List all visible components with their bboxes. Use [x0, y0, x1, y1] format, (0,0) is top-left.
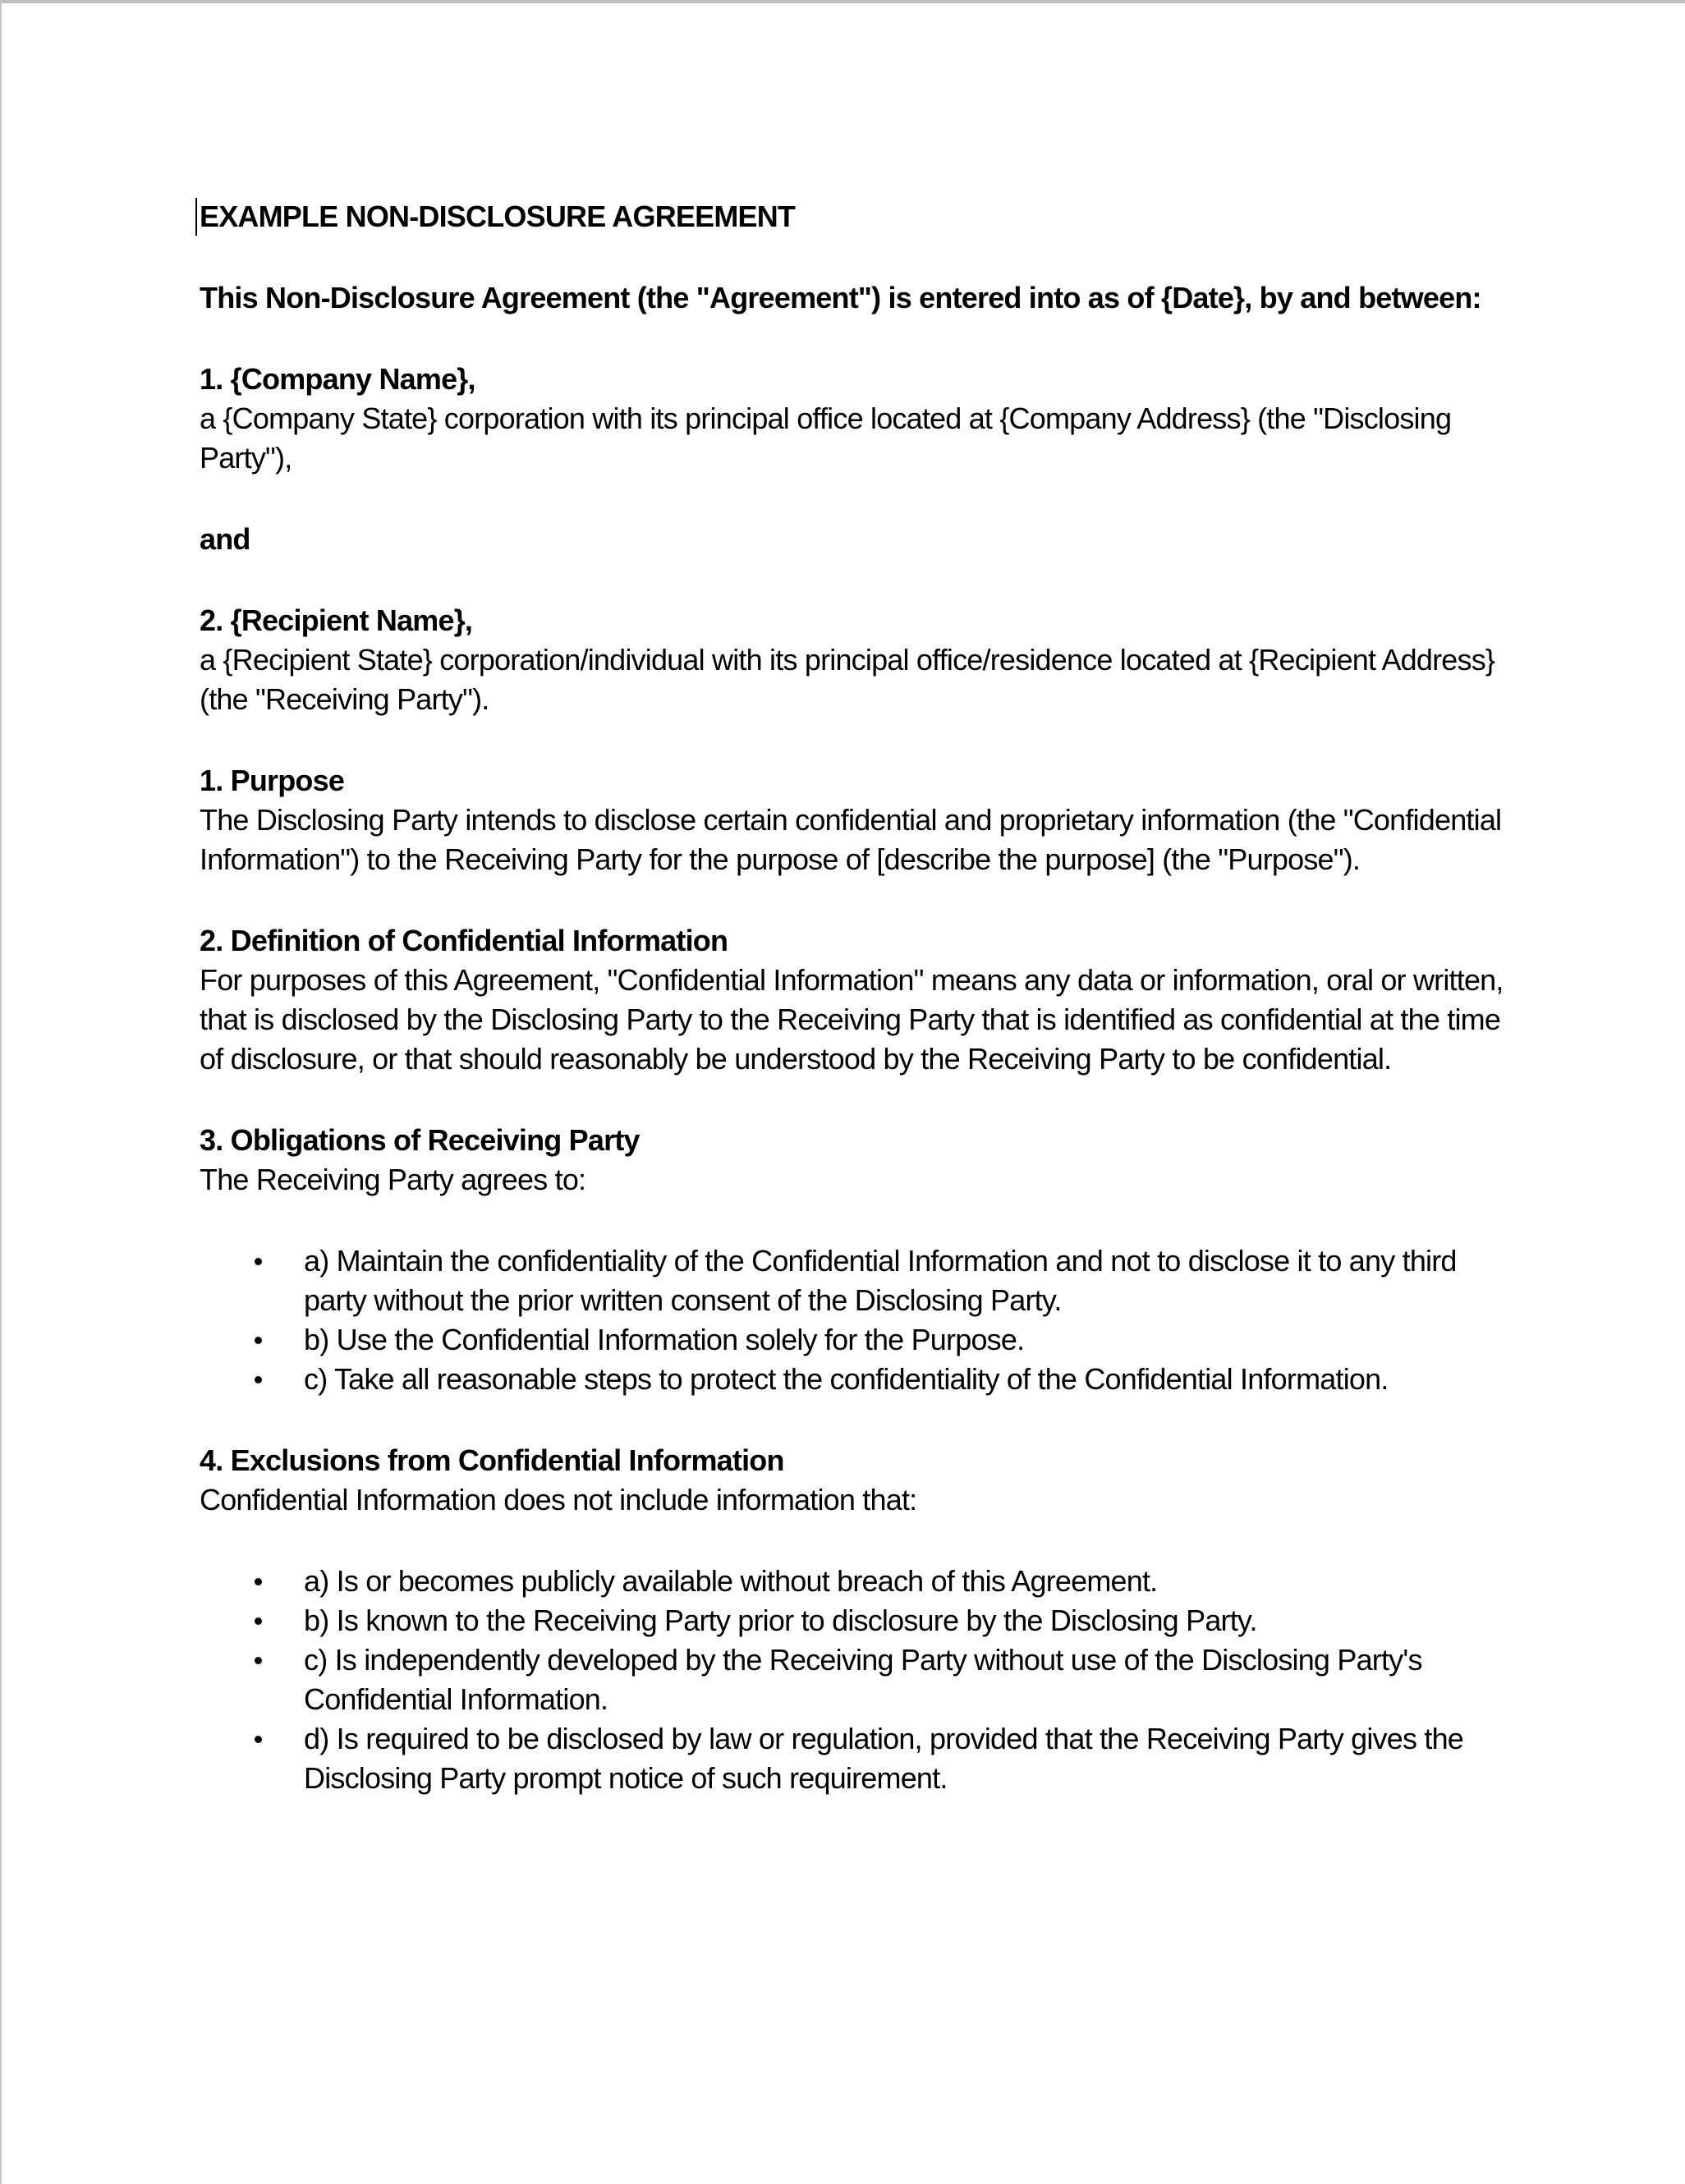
section-exclusions-heading[interactable]: 4. Exclusions from Confidential Information — [200, 1443, 784, 1477]
bullet-item[interactable]: d) Is required to be disclosed by law or regulation, provided that the Receiving Party gives the Disclosing Party prompt notice of such requirement. — [200, 1719, 1513, 1798]
party2-body[interactable]: a {Recipient State} corporation/individual with its principal office/residence located at {Recipient Address} (the "Receiving Party"). — [200, 643, 1495, 716]
section-definition-heading[interactable]: 2. Definition of Confidential Information — [200, 924, 728, 957]
bullet-item[interactable]: b) Is known to the Receiving Party prior to disclosure by the Disclosing Party. — [200, 1601, 1513, 1640]
obligations-bullet-list[interactable] — [200, 1241, 1513, 1399]
party1-body[interactable]: a {Company State} corporation with its principal office located at {Company Address} (the "Disclosing Party"), — [200, 401, 1452, 475]
document-title-text[interactable]: EXAMPLE NON-DISCLOSURE AGREEMENT — [200, 200, 796, 233]
section-purpose-body[interactable]: The Disclosing Party intends to disclose certain confidential and proprietary information (the "Confidential Information") to the Receiving Party for the purpose of [describe the purpose] (the "Purpose"). — [200, 803, 1502, 876]
bullet-item[interactable]: c) Is independently developed by the Receiving Party without use of the Disclosing Party's Confidential Information. — [200, 1640, 1513, 1719]
section-obligations[interactable] — [200, 1121, 1513, 1200]
section-obligations-heading[interactable]: 3. Obligations of Receiving Party — [200, 1123, 640, 1157]
bullet-item[interactable]: a) Maintain the confidentiality of the Confidential Information and not to disclose it to any third party without the prior written consent of the Disclosing Party. — [200, 1241, 1513, 1320]
bullet-item[interactable]: b) Use the Confidential Information solely for the Purpose. — [200, 1320, 1513, 1360]
party1-heading[interactable]: 1. {Company Name}, — [200, 362, 475, 396]
page-top-edge — [0, 0, 1685, 3]
section-purpose-heading[interactable]: 1. Purpose — [200, 764, 345, 797]
connector-and[interactable]: and — [200, 522, 250, 556]
party1-block[interactable] — [200, 360, 1513, 478]
section-definition[interactable] — [200, 921, 1513, 1079]
party2-block[interactable] — [200, 601, 1513, 719]
bullet-item[interactable]: c) Take all reasonable steps to protect the confidentiality of the Confidential Information. — [200, 1360, 1513, 1399]
intro-paragraph[interactable]: This Non-Disclosure Agreement (the "Agreement") is entered into as of {Date}, by and between: — [200, 281, 1481, 314]
text-cursor-caret — [195, 198, 197, 236]
exclusions-bullet-list[interactable] — [200, 1562, 1513, 1798]
page-left-edge — [0, 0, 2, 2184]
section-exclusions[interactable] — [200, 1441, 1513, 1520]
section-obligations-body[interactable]: The Receiving Party agrees to: — [200, 1163, 586, 1196]
document-text-area[interactable] — [200, 197, 1513, 1840]
section-exclusions-body[interactable]: Confidential Information does not include information that: — [200, 1483, 917, 1516]
section-definition-body[interactable]: For purposes of this Agreement, "Confidential Information" means any data or information, oral or written, that is disclosed by the Disclosing Party to the Receiving Party that is identified as confidential at the time of disclosure, or that should reasonably be understood by the Receiving Party to be confidential. — [200, 963, 1504, 1076]
bullet-item[interactable]: a) Is or becomes publicly available without breach of this Agreement. — [200, 1562, 1513, 1601]
document-title[interactable] — [200, 197, 1513, 236]
party2-heading[interactable]: 2. {Recipient Name}, — [200, 603, 473, 637]
section-purpose[interactable] — [200, 761, 1513, 879]
